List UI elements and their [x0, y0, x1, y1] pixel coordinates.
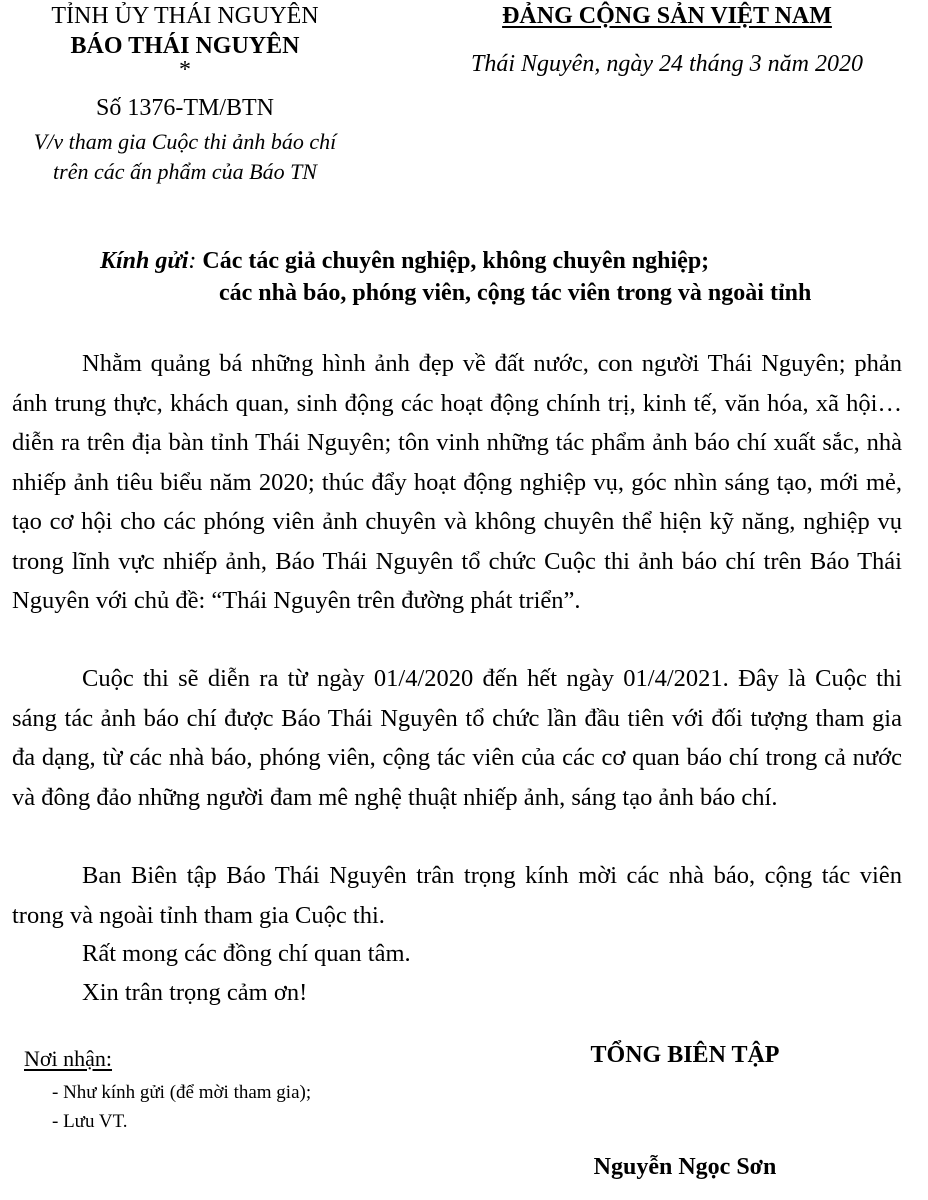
signature-block: [540, 1040, 830, 1180]
star-divider: *: [179, 57, 191, 83]
recipients-block: [100, 245, 811, 309]
subject-line-2: trên các ấn phẩm của Báo TN: [53, 159, 317, 184]
subject-line-1: V/v tham gia Cuộc thi ảnh báo chí: [33, 129, 337, 154]
national-header: [432, 1, 902, 79]
signer-name: Nguyễn Ngọc Sơn: [593, 1154, 777, 1180]
body-paragraph-4: Rất mong các đồng chí quan tâm.: [82, 940, 411, 967]
distribution-label: Nơi nhận:: [24, 1046, 113, 1071]
recipients-label: Kính gửi: [100, 248, 189, 274]
place-date: Thái Nguyên, ngày 24 tháng 3 năm 2020: [471, 51, 863, 77]
body-paragraph-1: Nhằm quảng bá những hình ảnh đẹp về đất nước, con người Thái Nguyên; phản ánh trung thực, khách quan, sinh động các hoạt động chính trị, kinh tế, văn hóa, xã hội… diễn ra trên địa bàn tỉnh Thái Nguyên; tôn vinh những tác phẩm ảnh báo chí xuất sắc, nhà nhiếp ảnh tiêu biểu năm 2020; thúc đẩy hoạt động nghiệp vụ, góc nhìn sáng tạo, mới mẻ, tạo cơ hội cho các phóng viên ảnh chuyên và không chuyên thể hiện kỹ năng, nghiệp vụ trong lĩnh vực nhiếp ảnh, Báo Thái Nguyên tổ chức Cuộc thi ảnh báo chí trên Báo Thái Nguyên với chủ đề: “Thái Nguyên trên đường phát triển”.: [12, 350, 902, 614]
parent-agency: TỈNH ỦY THÁI NGUYÊN: [51, 3, 319, 29]
distribution-item: - Như kính gửi (để mời tham gia);: [52, 1082, 312, 1103]
body-paragraph-2: Cuộc thi sẽ diễn ra từ ngày 01/4/2020 đến hết ngày 01/4/2021. Đây là Cuộc thi sáng tác ảnh báo chí được Báo Thái Nguyên tổ chức lần đầu tiên với đối tượng tham gia đa dạng, từ các nhà báo, phóng viên, cộng tác viên của các cơ quan báo chí trong cả nước và đông đảo những người đam mê nghệ thuật nhiếp ảnh, sáng tạo ảnh báo chí.: [12, 665, 902, 811]
distribution-list: [52, 1078, 311, 1136]
distribution-item: - Lưu VT.: [52, 1111, 128, 1132]
party-name: ĐẢNG CỘNG SẢN VIỆT NAM: [502, 3, 832, 29]
recipients-line-2: các nhà báo, phóng viên, cộng tác viên trong và ngoài tỉnh: [219, 280, 812, 306]
document-number: Số 1376-TM/BTN: [95, 95, 274, 121]
agency-name: BÁO THÁI NGUYÊN: [70, 33, 300, 59]
signer-title: TỔNG BIÊN TẬP: [590, 1042, 780, 1068]
recipients-line-1: Các tác giả chuyên nghiệp, không chuyên nghiệp;: [202, 248, 710, 274]
recipients-colon: :: [188, 248, 197, 274]
body-paragraph-5: Xin trân trọng cảm ơn!: [82, 979, 308, 1006]
body-paragraph-3: Ban Biên tập Báo Thái Nguyên trân trọng kính mời các nhà báo, cộng tác viên trong và ngoài tỉnh tham gia Cuộc thi.: [12, 862, 902, 929]
issuer-block: [0, 1, 370, 187]
